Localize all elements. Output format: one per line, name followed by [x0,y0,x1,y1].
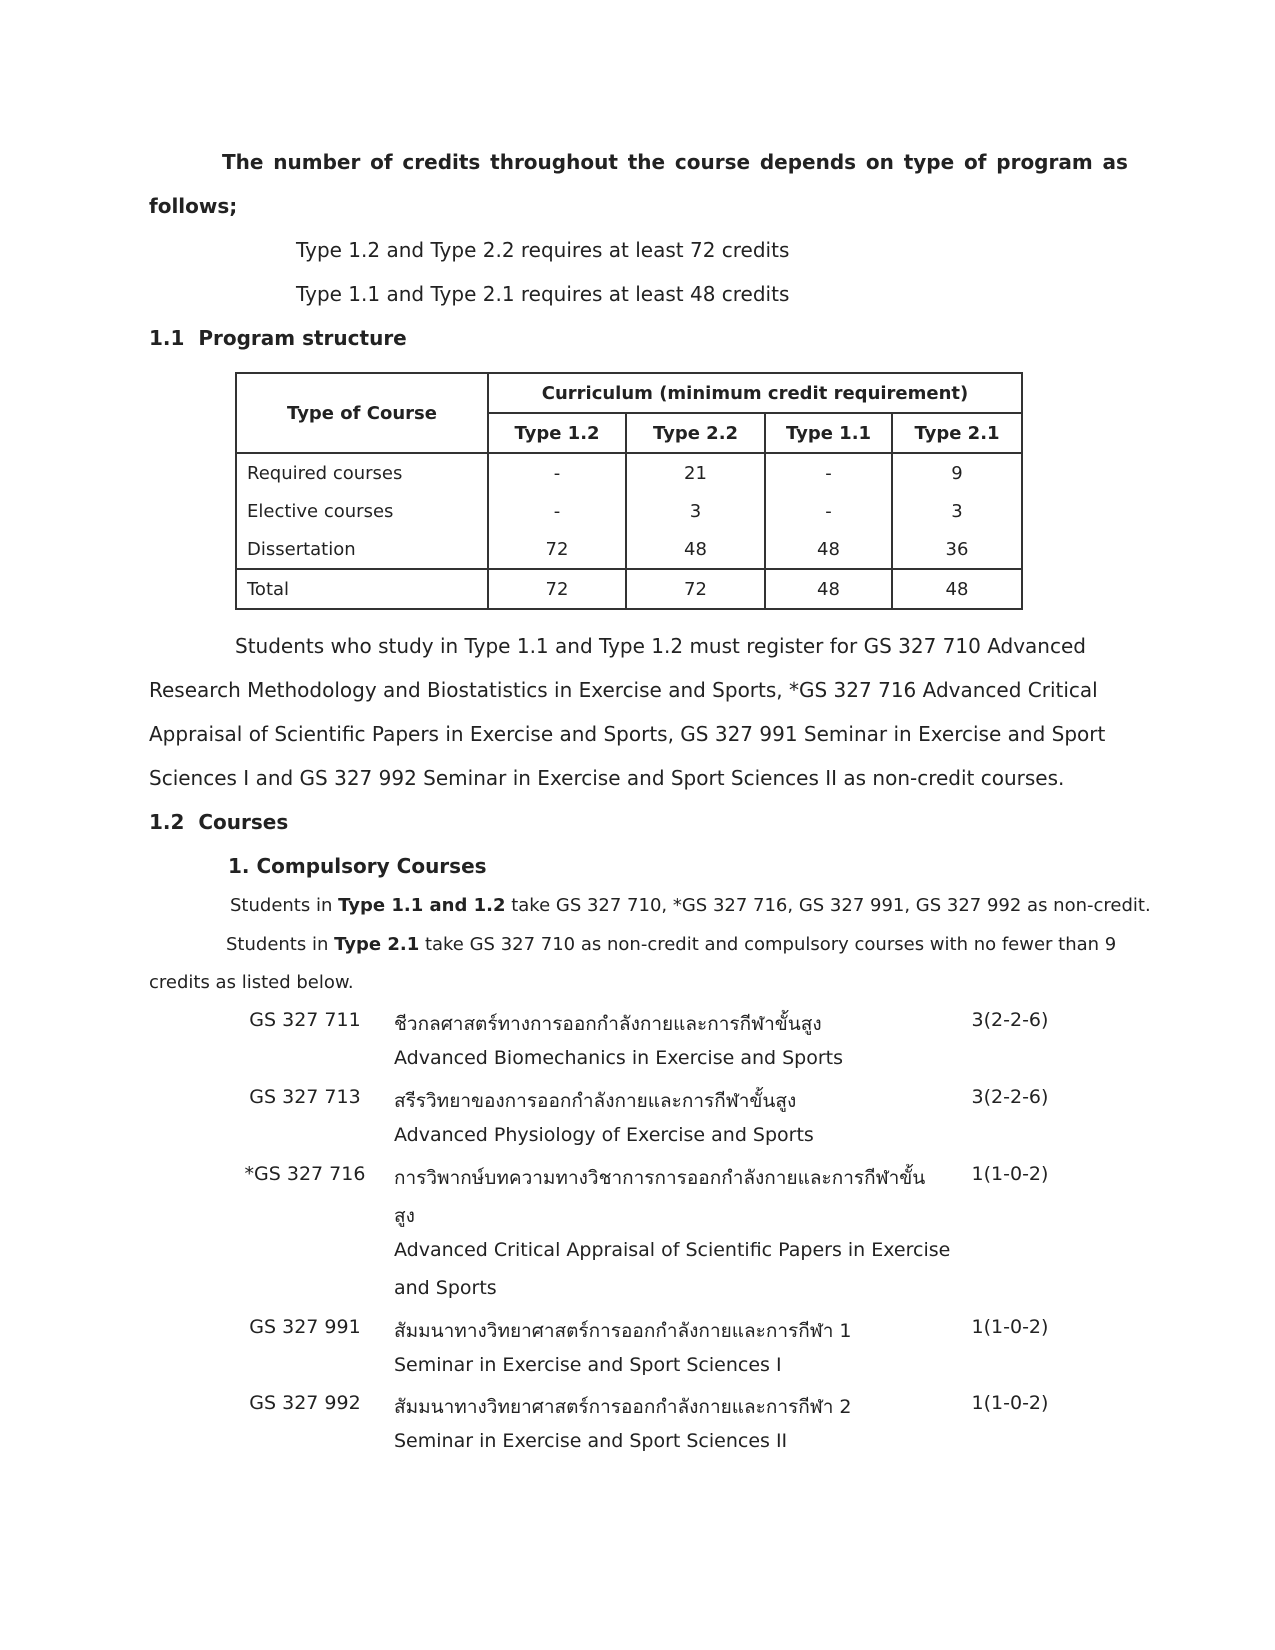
compulsory-sentence-1: Students in Type 1.1 and 1.2 take GS 327 710, *GS 327 716, GS 327 991, GS 327 992 as non-credit. [230,895,1151,916]
course-title-thai: สัมมนาทางวิทยาศาสตร์การออกกำลังกายและการกีฬา 1 [394,1320,852,1342]
table-cell: - [765,492,892,530]
intro-word: number [273,150,361,174]
table-cell: 21 [626,453,765,492]
table-cell: 72 [626,569,765,609]
course-code: GS 327 713 [249,1086,361,1108]
intro-word: type [903,150,955,174]
course-title-english: Seminar in Exercise and Sport Sciences II [394,1430,788,1452]
intro-word: as [1102,150,1128,174]
course-credit: 3(2-2-6) [971,1086,1049,1108]
table-row [236,453,1022,492]
row-label: Dissertation [236,530,488,569]
type-emphasis: Type 1.1 and 1.2 [338,895,506,916]
intro-word: program [996,150,1093,174]
table-header-curriculum: Curriculum (minimum credit requirement) [488,373,1022,413]
course-credit: 3(2-2-6) [971,1009,1049,1031]
table-cell: 9 [892,453,1022,492]
course-title-thai-cont: สูง [394,1205,415,1227]
intro-word: the [627,150,666,174]
row-label: Total [236,569,488,609]
paragraph-line: Sciences I and GS 327 992 Seminar in Exercise and Sport Sciences II as non-credit courses. [149,766,1065,790]
course-credit: 1(1-0-2) [971,1392,1049,1414]
paragraph-line: Students who study in Type 1.1 and Type 1.2 must register for GS 327 710 Advanced [235,634,1086,658]
course-code: GS 327 991 [249,1316,361,1338]
course-title-thai: การวิพากษ์บทความทางวิชาการการออกกำลังกายและการกีฬาขั้น [394,1167,926,1189]
course-code: *GS 327 716 [244,1163,366,1185]
table-total-row [236,569,1022,609]
table-header-type-of-course: Type of Course [236,373,488,453]
course-credit: 1(1-0-2) [971,1163,1049,1185]
table-row [236,530,1022,569]
table-subheader: Type 1.2 [488,413,626,453]
intro-line-1 [222,150,1128,174]
intro-word: depends [759,150,857,174]
table-subheader: Type 2.2 [626,413,765,453]
compulsory-courses-heading: 1. Compulsory Courses [228,854,487,878]
intro-word: throughout [490,150,618,174]
table-row [236,492,1022,530]
credit-table [235,372,1023,610]
credit-requirement-2: Type 1.1 and Type 2.1 requires at least 48 credits [296,282,790,306]
row-label: Elective courses [236,492,488,530]
table-cell: 48 [892,569,1022,609]
table-cell: 48 [626,530,765,569]
compulsory-sentence-2-cont: credits as listed below. [149,972,354,993]
table-cell: 3 [892,492,1022,530]
intro-line-2: follows; [149,194,238,218]
table-cell: - [765,453,892,492]
course-title-english-cont: and Sports [394,1277,497,1299]
table-cell: 36 [892,530,1022,569]
row-label: Required courses [236,453,488,492]
course-code: GS 327 992 [249,1392,361,1414]
intro-word: course [674,150,751,174]
table-cell: 48 [765,530,892,569]
intro-word: on [865,150,894,174]
table-subheader: Type 1.1 [765,413,892,453]
table-cell: - [488,453,626,492]
credit-requirement-1: Type 1.2 and Type 2.2 requires at least 72 credits [296,238,790,262]
course-title-thai: ชีวกลศาสตร์ทางการออกกำลังกายและการกีฬาขั้นสูง [394,1013,822,1035]
intro-word: of [370,150,393,174]
table-cell: 72 [488,569,626,609]
section-heading-courses: 1.2 Courses [149,810,289,834]
course-credit: 1(1-0-2) [971,1316,1049,1338]
compulsory-sentence-2: Students in Type 2.1 take GS 327 710 as non-credit and compulsory courses with no fewer than 9 [226,934,1117,955]
course-title-english: Advanced Biomechanics in Exercise and Sports [394,1047,844,1069]
table-subheader: Type 2.1 [892,413,1022,453]
course-title-thai: สรีรวิทยาของการออกกำลังกายและการกีฬาขั้นสูง [394,1090,797,1112]
table-cell: 48 [765,569,892,609]
table-cell: 3 [626,492,765,530]
type-emphasis: Type 2.1 [334,934,420,955]
table-cell: - [488,492,626,530]
course-title-english: Advanced Critical Appraisal of Scientific Papers in Exercise [394,1239,951,1261]
intro-word: The [222,150,264,174]
intro-word: credits [402,150,481,174]
course-title-thai: สัมมนาทางวิทยาศาสตร์การออกกำลังกายและการกีฬา 2 [394,1396,852,1418]
course-code: GS 327 711 [249,1009,361,1031]
paragraph-line: Research Methodology and Biostatistics in Exercise and Sports, *GS 327 716 Advanced Critical [149,678,1098,702]
course-title-english: Advanced Physiology of Exercise and Sports [394,1124,814,1146]
intro-word: of [964,150,987,174]
paragraph-line: Appraisal of Scientific Papers in Exercise and Sports, GS 327 991 Seminar in Exercise and Sport [149,722,1106,746]
section-heading-program-structure: 1.1 Program structure [149,326,407,350]
course-title-english: Seminar in Exercise and Sport Sciences I [394,1354,782,1376]
table-cell: 72 [488,530,626,569]
